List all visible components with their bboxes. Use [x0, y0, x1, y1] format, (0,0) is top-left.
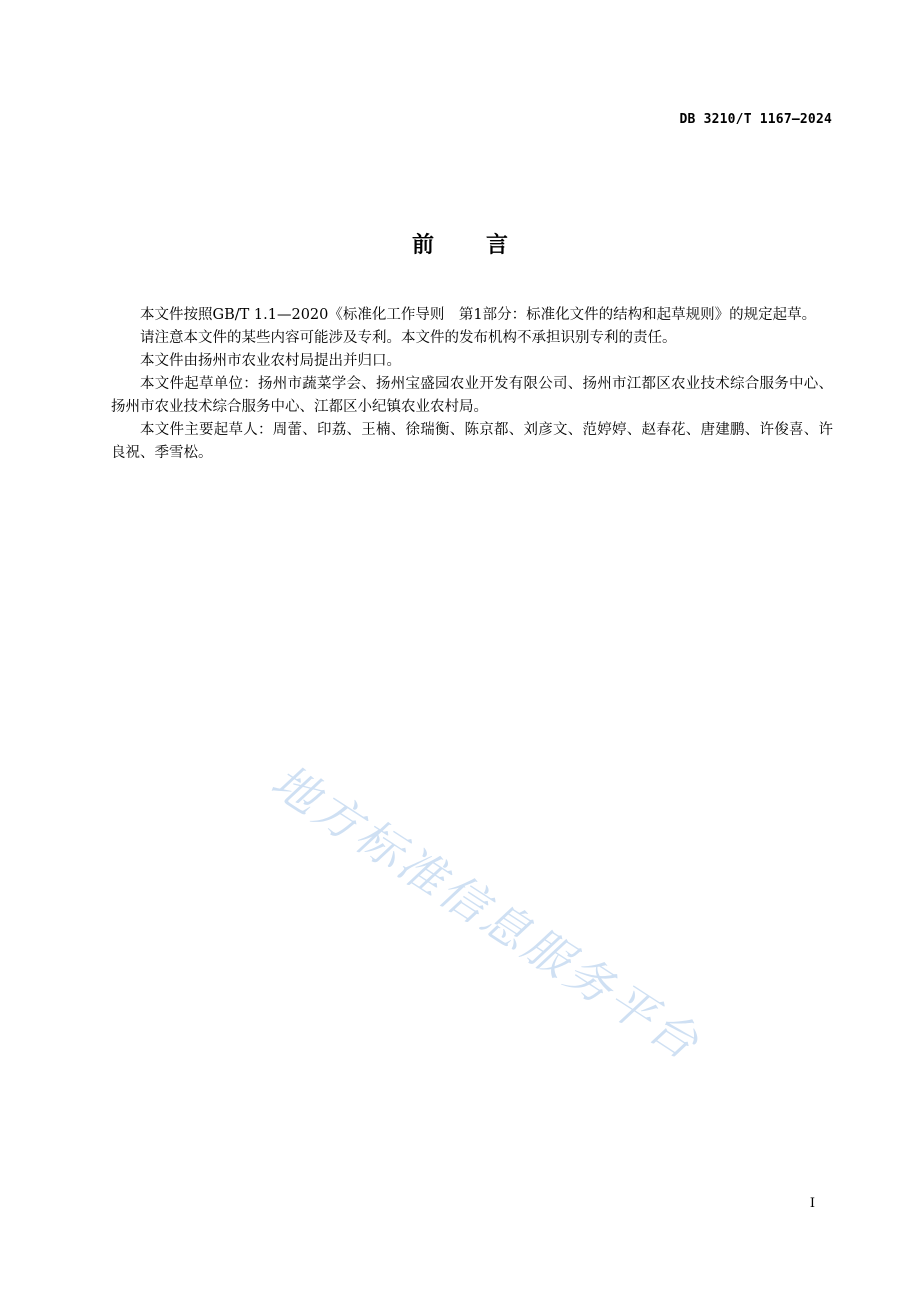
document-code: DB 3210/T 1167—2024 [679, 112, 832, 127]
paragraph-drafting-basis: 本文件按照GB/T 1.1—2020《标准化工作导则 第1部分：标准化文件的结构和起草规则》的规定起草。 [140, 307, 817, 323]
paragraph-patent-notice: 请注意本文件的某些内容可能涉及专利。本文件的发布机构不承担识别专利的责任。 [140, 330, 677, 346]
page-number: I [809, 1196, 815, 1211]
foreword-body [111, 304, 833, 465]
page-title: 前言 [411, 233, 560, 258]
paragraph-proposer: 本文件由扬州市农业农村局提出并归口。 [140, 353, 401, 369]
paragraph-drafters: 本文件主要起草人：周蕾、印荔、王楠、徐瑞衡、陈京都、刘彦文、范婷婷、赵春花、唐建鹏、许俊喜、许良祝、季雪松。 [111, 422, 833, 461]
watermark: 地方标准信息服务平台 [261, 753, 711, 1072]
paragraph-drafting-units: 本文件起草单位：扬州市蔬菜学会、扬州宝盛园农业开发有限公司、扬州市江都区农业技术综合服务中心、扬州市农业技术综合服务中心、江都区小纪镇农业农村局。 [111, 376, 833, 415]
